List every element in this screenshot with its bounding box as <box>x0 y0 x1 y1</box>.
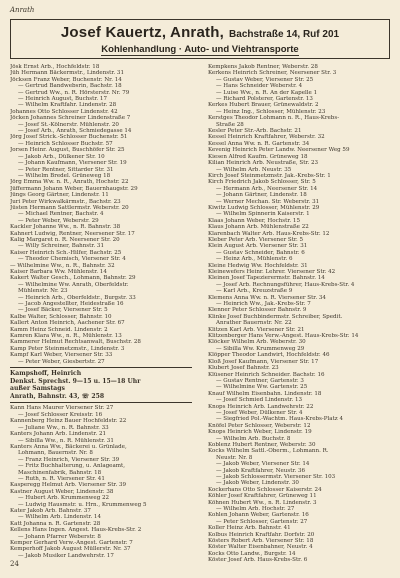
directory-entry: Kalbe Walter, Schlosser, Bahnstr. 10 <box>10 313 112 320</box>
directory-entry: Kleine Hedwig Ww. Hochfeldstr. 31 <box>208 262 308 269</box>
directory-entry: — Peter Rentner, Sittarder Str. 31 <box>18 166 114 173</box>
directory-entry: Jöcksen Franz Weber, Buchenstr. Nr. 14 <box>10 76 122 83</box>
directory-entry: Knops Heinrich Arb. Landwehrstr. 22 <box>208 403 314 410</box>
directory-entry: — Gustav Schneider, Bahnstr. 6 <box>216 249 305 256</box>
directory-entry: Kolbus Heinrich Kraftfahr. Dorfstr. 20 <box>208 531 315 538</box>
directory-entry: — Josef Arb. Rechnungsführer, Haus-Krebs-Str. 4 <box>216 281 355 288</box>
directory-entry: Kakert Walter Gesch., Lohmann, Bahnstr. 29 <box>10 275 136 282</box>
directory-entry: Kohlen Johann Weber, Gartenstr. 16 <box>208 512 309 519</box>
directory-entry: — Siegfried Pol.-Wachtm. Haus-Krebs-Platz 4 <box>216 416 344 423</box>
left-column <box>10 64 192 559</box>
notice-line: Kampshoff, Heinrich <box>10 370 82 378</box>
directory-entry: — Wilhelmine Ww., n. R., Bahnstr. 32 <box>10 262 115 269</box>
directory-entry: — Johann Pfarrer Weberstr. 8 <box>18 533 101 540</box>
directory-entry: Kasperegg Helmut Arb. Viersener Str. 39 <box>10 482 127 489</box>
directory-entry: Juri Peter Wirkwalkärmstr., Bachstr. 23 <box>10 198 121 205</box>
directory-entry: — Sibilla Ww., n. R. Mühlenstr. 31 <box>18 437 114 444</box>
directory-entry: — Josef Schmied Lindenstr. 13 <box>216 397 303 404</box>
directory-entry: Klenner Peter Schlosser Bahnstr. 9 <box>208 307 307 314</box>
directory-entry: — Juliane Ww., n. R. Bahnstr. 33 <box>18 424 109 431</box>
directory-entry: Kahnert Ludwig, Rentner, Neersener Str. 17 <box>10 230 135 237</box>
directory-entry: Kleber Peter Arb. Viersener Str. 5 <box>208 236 304 243</box>
directory-entry: Klüsener Heinrich Schneider. Bachstr. 16 <box>208 371 325 378</box>
directory-entry: Koblenz Hubert Rentner, Weberstr. 30 <box>208 441 316 448</box>
directory-entry: Köhnen Hubert Ww., n. R. Lindenstr. 3 <box>208 499 317 506</box>
directory-entry: Jorsen Heinr. August, Buschhöfer Str. 25 <box>10 147 125 154</box>
notice-line: Anrath, Bahnstr. 43, ☏ 258 <box>10 392 105 400</box>
directory-entry: Kannenberg Heinz Bauer Hochfeldstr. 22 <box>10 418 127 425</box>
directory-entry: Mühlenstr. Nr. 23 <box>18 288 68 295</box>
directory-entry: — Werner Mechan. Str. Weberstr. 31 <box>216 198 320 205</box>
directory-entry: Kloß Josef Kaufmann, Viersener Str. 17 <box>208 358 319 365</box>
directory-entry: — Wilhelm Arb. Lindenstr. 14 <box>18 514 101 521</box>
directory-entry: Jüffermann Johann Weber, Bauernhaugstr. 29 <box>10 185 138 192</box>
directory-entry: Knauf Wilhelm Eisenbahn. Lindenstr. 18 <box>208 390 322 397</box>
right-entry-list <box>208 64 390 564</box>
directory-entry: — Peter Weber, Weberstr. 29 <box>18 217 99 224</box>
directory-entry: — Wilhelm Arb. Hochstr. 27 <box>216 506 295 513</box>
directory-entry: Kammerer Helmut Rechtsanwalt, Buschstr. 28 <box>10 339 141 346</box>
directory-entry: Anrather Bauernstr. Nr. 22 <box>216 320 292 327</box>
ad-headline <box>11 23 389 44</box>
left-entry-list-continued <box>10 405 192 559</box>
directory-entry: — Heinrich Ww., Jak.-Krebs-Str. 7 <box>216 301 311 308</box>
directory-entry: Kerkes Hubert Brauer, Grünewaldstr. 2 <box>208 102 319 109</box>
directory-entry: Klaas Johann Weber, Hochstr. 15 <box>208 217 300 224</box>
directory-entry: Kastner August Weber, Lindenstr. 38 <box>10 488 114 495</box>
directory-entry: Klöcker Wilhelm Arb. Weberstr. 30 <box>208 339 306 346</box>
directory-entry: — Wilhelm Arb. Neustr. 35 <box>216 166 292 173</box>
directory-entry: — Wilhelmine Ww. Gartenstr. 25 <box>216 384 308 391</box>
directory-entry: — Gertrud Ww., n. R. Hörsterstr. Nr. 79 <box>18 89 130 96</box>
advertisement-box <box>10 19 390 59</box>
directory-entry: Klubert Josef Bahnstr. 23 <box>208 365 279 372</box>
directory-entry: Kerstges Theodor Lohmann n. R., Haus-Krebs- <box>208 115 340 122</box>
directory-entry: Kempkens Jakob Rentner, Weberstr. 28 <box>208 64 318 70</box>
directory-entry: — Josef Bäcker, Viersener Str. 5 <box>18 307 108 314</box>
directory-entry: — Heinrich Schlosser Buchstr. 57 <box>18 140 113 147</box>
directory-entry: Knops Heinrich Weber, Lindenstr. 19 <box>208 429 312 436</box>
directory-entry: Kanters Johann Arb. Lindenstr. 21 <box>10 431 107 438</box>
directory-entry: Klaus Johann Arb. Mühlenstraße 22 <box>208 224 309 231</box>
directory-entry: Kesler Peter Str.-Arb. Bachstr. 21 <box>208 128 302 135</box>
directory-entry: Kemper Gerhard Verw.-Angest. Gartenstr. 7 <box>10 540 133 546</box>
directory-entry: — Josef Weber, Dülkener Str. 4 <box>216 409 303 416</box>
directory-entry: Neustr. Nr. 8 <box>216 454 253 461</box>
directory-entry: Kösters Robert Arb. Viersener Str. 18 <box>208 538 314 545</box>
directory-entry: Kocks Wilhelm Sattl.-Oberm., Lohmann. R. <box>208 448 329 455</box>
directory-entry: Kleinewefers Heinr. Lehrer. Viersener Str. 42 <box>208 269 336 275</box>
directory-entry: Jörg Emma Ww. n. R., Anrath, Hochstr. 22 <box>10 179 129 186</box>
directory-entry: — Jakob Weber, Lindenstr. 30 <box>216 480 299 487</box>
right-column <box>208 64 390 564</box>
directory-entry: Klinke Josef Buchbindermstr. Schreiber, Spedit. <box>208 313 343 320</box>
directory-entry: Kiwitz Ludwig Schlosser, Mühlenstr. 29 <box>208 204 320 211</box>
directory-entry: — Michael Rentner, Bachstr. 4 <box>18 211 104 218</box>
page-number: 24 <box>10 560 19 568</box>
directory-entry: Kerkens Heinrich Schreiner, Neersener Str. 3 <box>208 70 337 77</box>
directory-entry: — Hermann Arb., Neersener Str. 14 <box>216 185 318 192</box>
directory-entry: — Theodor Chemisch, Viersener Str. 4 <box>18 256 126 263</box>
directory-entry: Kockerhans Otto Schlosser Kaiserstr. 24 <box>208 486 322 493</box>
directory-entry: — Hans Schneider Weberstr. 4 <box>216 83 303 90</box>
directory-entry: Klitzen Karl Arb. Viersener Str. 21 <box>208 326 305 333</box>
directory-entry: — Wilhelmine Ww. Anrath, Oberfeldstr. <box>18 281 129 288</box>
directory-entry: Klitzenberger Hans Verw.-Angest. Haus-Krebs-Str. 14 <box>208 333 359 340</box>
directory-entry: — Jakob Kraftfahrer, Neustr. 36 <box>216 467 306 474</box>
directory-entry: Kessel Anna Ww. n. R. Gartenstr. 34 <box>208 140 310 147</box>
directory-entry: Kaiser Heinrich Sch.-Hilfer, Bachstr. 25 <box>10 249 122 256</box>
directory-entry: Kleinen Josef Tapezierermstr. Bahnstr. 14 <box>208 275 325 282</box>
notice-line: Denkst. Sprechst. 9—15 u. 15—18 Uhr <box>10 377 141 385</box>
directory-entry: Johannes Otto Schlosser Lindenstr. 42 <box>10 108 118 115</box>
directory-entry: — Jakob Arb., Dülkener Str. 10 <box>18 153 105 160</box>
directory-entry: Kiesen Alfred Kaufm. Grüneweg 18 <box>208 153 308 160</box>
directory-entry: Knöfel Peter Schlosser, Weberstr. 12 <box>208 422 311 429</box>
directory-entry: Jüh Hermann Bäckermstr., Lindenstr. 31 <box>10 70 124 77</box>
directory-entry: Straße 28 <box>216 121 244 128</box>
directory-entry: — Wilhelm Bredel. Grüneweg 18 <box>18 172 111 179</box>
directory-entry: — Heinrich Arb., Oberfeldstr., Burgstr. 33 <box>18 294 136 301</box>
directory-entry: — Josef Schlosser Kreisstr. 16 <box>18 411 103 418</box>
directory-entry: — Hubert Arb. Krummenweg 22 <box>18 495 110 502</box>
directory-entry: Jüsten Hermann Sattlermstr. Weberstr. 20 <box>10 204 129 211</box>
directory-entry: Lohmann, Bauernstr. Nr. 8 <box>18 450 93 457</box>
directory-entry: Kalig Margaret n. R. Neersener Str. 20 <box>10 236 120 243</box>
directory-entry: Kamm Heinz Schneid. Lindenstr. 2 <box>10 326 108 333</box>
directory-entry: Kampf Karl Weber, Viersener Str. 33 <box>10 352 113 359</box>
directory-entry: Kirch Josef Steinmetzmstr. Jak.-Krebs-Str. 1 <box>208 172 331 179</box>
directory-entry: — Luise Ww., n. R. An der Kapelle 1 <box>216 89 318 96</box>
directory-entry: — Wilhelm Spinnerin Kaiserstr. 1 <box>216 211 310 218</box>
directory-entry: Kanters Anna Ww., Bäckerei u. Grünlade, <box>10 443 127 450</box>
directory-entry: Kaiser Barbara Ww. Mühlenstr. 14 <box>10 269 107 275</box>
directory-entry: — Jacob Angestellter, Heidestraße 16 <box>18 301 124 308</box>
directory-entry: — Peter Weber, Giesbertstr. 27 <box>18 358 105 365</box>
directory-entry: Kemperhoff Jakob August Müllerstr. Nr. 37 <box>10 546 131 553</box>
directory-entry: Kackler Johanne Ww., n. R. Bahnstr. 38 <box>10 224 121 231</box>
directory-entry: Kirch Friedrich Jakob Schlosser, Str. 5 <box>208 179 316 186</box>
directory-entry: — Sibilla Ww. Krummenweg 29 <box>216 345 305 352</box>
directory-entry: — Jakob Musiker Landwehrstr. 17 <box>18 552 114 559</box>
directory-entry: Klein August Arb. Viersener Str. 31 <box>208 243 308 250</box>
directory-entry: Kilian Heinrich Arb. Neustraße, Str. 23 <box>208 160 319 167</box>
directory-entry: Maschinenfabrik, Bahnstr. 18 <box>18 469 102 476</box>
directory-entry: — Gustav Rentner, Gartenstr. 3 <box>216 377 304 384</box>
directory-entry: — Wilhelm Kraftfahr. Lindenstr. 28 <box>18 102 117 109</box>
directory-entry: — Willy Schreiner, Bahnstr. 31 <box>18 243 104 250</box>
directory-entry: Köhler Josef Kraftfahrer, Grüneweg 11 <box>208 493 317 500</box>
directory-entry: Köster Josef Arb. Haus-Krebs-Str. 6 <box>208 557 308 564</box>
ad-address: Bachstraße 14, Ruf 201 <box>229 29 340 40</box>
directory-entry: — Ludwig Hausmstr. u. Hrn., Krummenweg 5 <box>18 501 147 508</box>
directory-entry: — Wilhelm Arb. Buchstr. 8 <box>216 435 291 442</box>
directory-entry: Klemens Anna Ww. n. R. Viersener Str. 34 <box>208 294 326 301</box>
directory-entry: Klarenbach Walter Arb. Haus-Krebs-Str. 12 <box>208 230 330 237</box>
directory-entry: — Ruth, n. R. Viersener Str. 41 <box>18 475 105 482</box>
directory-entry: — Gustav Weber, Viersener Str. 25 <box>216 76 314 83</box>
directory-entry: Kallert Anton Heinrich, Aachener Str. 67 <box>10 320 125 327</box>
running-head: Anrath <box>10 6 35 14</box>
directory-entry: Kellens Hans Ingen. Angest. Haus-Krebs-Str. 2 <box>10 527 142 534</box>
directory-entry: Kater Jakob Arb. Bahnstr. 37 <box>10 507 91 514</box>
directory-entry: — Johann Kaufmann, Viersener Str. 19 <box>18 160 127 167</box>
directory-entry: — Josef Arb., Anrath, Schmiedegasse 14 <box>18 128 132 135</box>
directory-entry: Köster Walter Eisenbahner, Neustr. 4 <box>208 544 313 551</box>
directory-entry: — Jakob Weber, Viersener Str. 14 <box>216 461 310 468</box>
directory-entry: Jösk Ernst Arb., Hochfeldstr. 18 <box>10 64 100 70</box>
directory-entry: Kamren Klara Ww., n. R., Mühlenstr. 13 <box>10 333 122 340</box>
directory-entry: Kann Hans Maurer Viersener Str. 27 <box>10 405 114 412</box>
directory-entry: — Richard Polsterer, Gartenstr. 13 <box>216 96 313 103</box>
directory-entry: Katt Johanna n. R. Gartenstr. 28 <box>10 520 101 527</box>
directory-entry: Kevenig Heinrich Peter Landw. Neersener Weg 59 <box>208 147 350 154</box>
directory-entry: Jöcken Johannes Schreiner Lindenstraße 7 <box>10 115 131 122</box>
directory-entry: Klöpper Theodor Landwirt, Hochfeldstr. 46 <box>208 352 330 359</box>
directory-entry: — Fritz Buchhalterung, u. Anlageamt, <box>18 463 126 470</box>
directory-entry: Jörg Josef Strick.-Schlosser Buchenstr. 51 <box>10 134 128 141</box>
directory-entry: Jüngs Georg Gärtner, Lindenstr. 11 <box>10 192 109 199</box>
directory-entry: — Heinz Ing., Schlosser, Mühlenstr. 23 <box>216 108 326 115</box>
physician-notice-box <box>10 367 192 403</box>
directory-entry: — Gertrud Bandwebsrin, Bachstr. 18 <box>18 83 122 90</box>
ad-tagline-row <box>11 44 389 56</box>
directory-entry: — Franz Heinrich, Viersener Str. 39 <box>18 456 120 463</box>
directory-entry: — Peter Schlosser, Gartenstr. 27 <box>216 518 308 525</box>
ad-company-name: Josef Kauertz, Anrath, <box>60 24 224 41</box>
directory-entry: — Jakob Schlossermstr. Viersener Str. 103 <box>216 474 336 480</box>
directory-entry: Kocks Otto Landw., Burgstr. 14 <box>208 550 296 557</box>
left-entry-list <box>10 64 192 365</box>
ad-tagline: Kohlenhandlung · Auto- und Viehtransporte <box>101 44 299 55</box>
directory-entry: Kamp Peter Steinmetzmstr., Lindenstr. 3 <box>10 345 125 352</box>
directory-entry: — Karl Arb., Kreuzstraße 9 <box>216 288 293 295</box>
directory-entry: — Josef St.-Kölnerstr. Mühlenstr. 20 <box>18 121 119 128</box>
notice-line: außer Samstags <box>10 385 65 393</box>
directory-entry: Koller Heinz Arb. Bahnstr. 41 <box>208 525 291 532</box>
directory-entry: Kessel Heinrich Kraftfahrer, Weberstr. 32 <box>208 134 325 141</box>
directory-entry: — Heinz Arb., Mühlenstr. 6 <box>216 256 293 263</box>
directory-entry: — Johann Gärtner, Lindenstr. 18 <box>216 192 307 199</box>
directory-entry: — Heinrich August, Buchstr. 17 <box>18 96 107 103</box>
